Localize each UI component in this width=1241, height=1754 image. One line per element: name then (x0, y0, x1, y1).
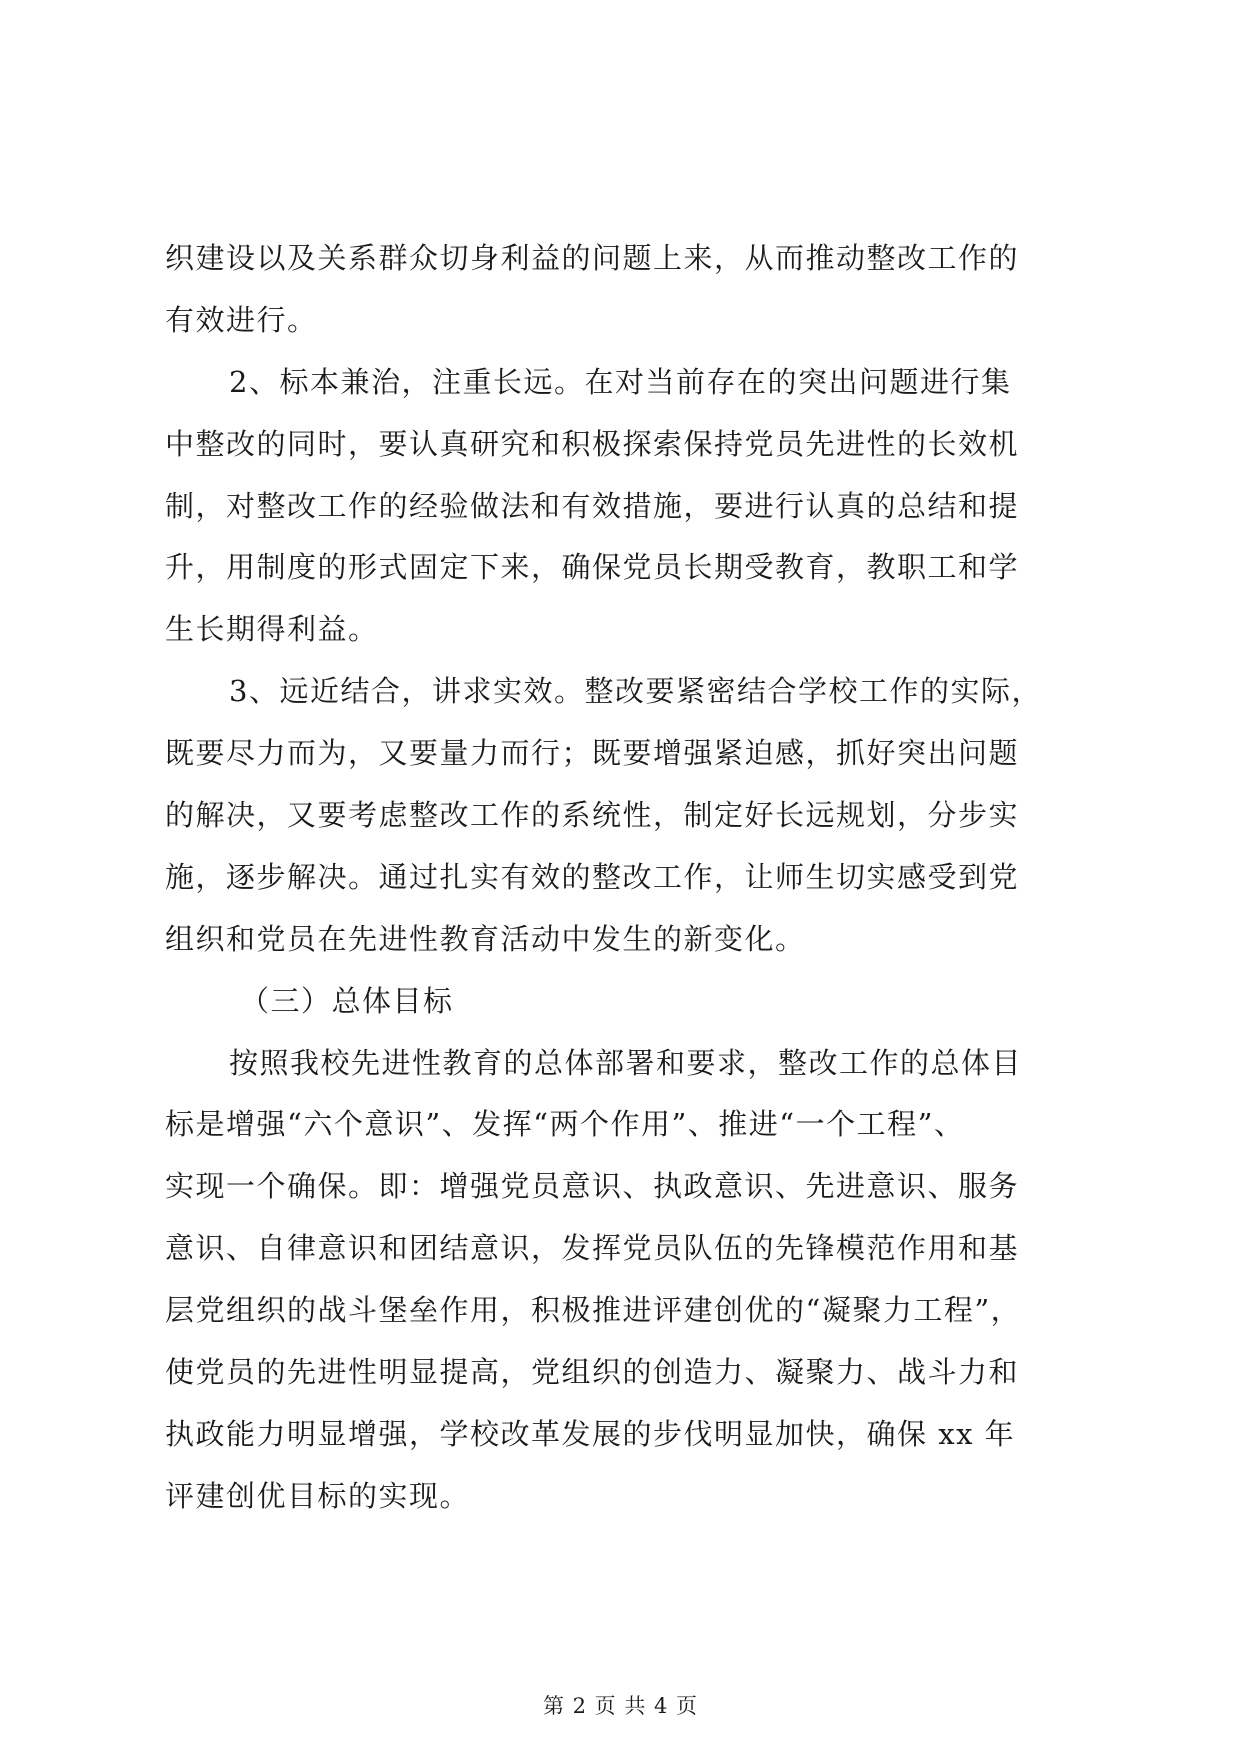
text-line: 升，用制度的形式固定下来，确保党员长期受教育，教职工和学 (165, 550, 1020, 585)
paragraph-start-line: 按照我校先进性教育的总体部署和要求，整改工作的总体目 (229, 1045, 1023, 1080)
text-line: 既要尽力而为，又要量力而行；既要增强紧迫感，抓好突出问题 (165, 736, 1020, 771)
section-heading: （三）总体目标 (240, 983, 454, 1018)
text-line: 制，对整改工作的经验做法和有效措施，要进行认真的总结和提 (165, 488, 1020, 523)
text-line: 实现一个确保。即：增强党员意识、执政意识、先进意识、服务 (165, 1169, 1020, 1204)
text-line: 施，逐步解决。通过扎实有效的整改工作，让师生切实感受到党 (165, 859, 1020, 894)
text-line: 织建设以及关系群众切身利益的问题上来，从而推动整改工作的 (165, 241, 1020, 275)
text-line: 层党组织的战斗堡垒作用，积极推进评建创优的“凝聚力工程”， (165, 1293, 1022, 1328)
text-line: 生长期得利益。 (165, 612, 379, 647)
text-line: 组织和党员在先进性教育活动中发生的新变化。 (165, 921, 806, 956)
paragraph-start-line: 2、标本兼治，注重长远。在对当前存在的突出问题进行集 (229, 364, 1012, 399)
page-number-footer: 第 2 页 共 4 页 (542, 1694, 699, 1718)
paragraph-start-line: 3、远近结合，讲求实效。整改要紧密结合学校工作的实际， (229, 674, 1042, 709)
text-line: 有效进行。 (165, 302, 318, 337)
text-line: 标是增强“六个意识”、发挥“两个作用”、推进“一个工程”、 (165, 1107, 965, 1142)
text-line: 执政能力明显增强，学校改革发展的步伐明显加快，确保 xx 年 (165, 1416, 1016, 1451)
text-line: 使党员的先进性明显提高，党组织的创造力、凝聚力、战斗力和 (165, 1355, 1020, 1390)
text-line: 的解决，又要考虑整改工作的系统性，制定好长远规划，分步实 (165, 798, 1020, 833)
text-line: 意识、自律意识和团结意识，发挥党员队伍的先锋模范作用和基 (165, 1231, 1020, 1266)
text-line: 中整改的同时，要认真研究和积极探索保持党员先进性的长效机 (165, 426, 1020, 461)
text-line: 评建创优目标的实现。 (165, 1478, 471, 1513)
document-body (165, 228, 1085, 1528)
